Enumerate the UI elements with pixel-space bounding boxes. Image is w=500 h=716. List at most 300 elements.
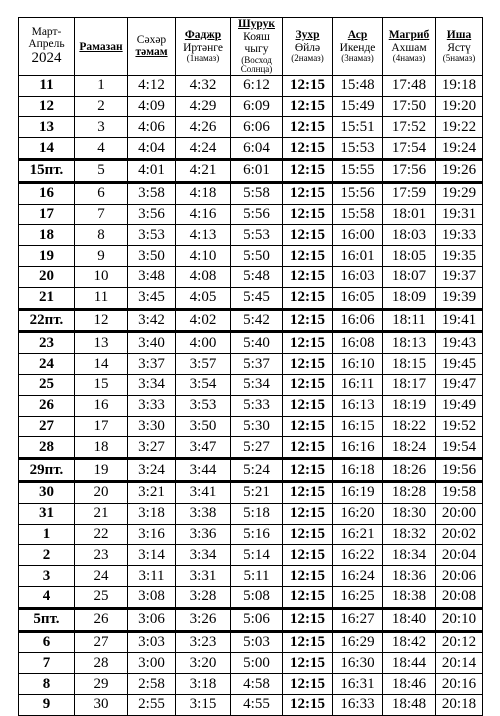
cell-shuruk: 6:06 (231, 117, 283, 138)
cell-day: 29пт. (19, 459, 75, 482)
cell-shuruk: 5:21 (231, 481, 283, 503)
cell-sahar: 3:45 (128, 287, 176, 309)
cell-asr: 15:53 (333, 138, 383, 160)
header-sahar (128, 18, 176, 76)
cell-asr: 16:31 (333, 674, 383, 695)
cell-shuruk: 5:00 (231, 653, 283, 674)
cell-isha: 19:24 (436, 138, 483, 160)
header-date-line2: Апрель (28, 38, 65, 51)
cell-asr: 16:21 (333, 524, 383, 545)
cell-asr: 16:11 (333, 374, 383, 395)
cell-day: 15пт. (19, 159, 75, 182)
cell-fajr: 4:16 (176, 204, 231, 225)
cell-zuhr: 12:15 (283, 182, 333, 204)
cell-ramazan: 7 (75, 204, 128, 225)
cell-day: 1 (19, 524, 75, 545)
cell-day: 12 (19, 96, 75, 117)
cell-zuhr: 12:15 (283, 246, 333, 267)
cell-sahar: 4:06 (128, 117, 176, 138)
cell-zuhr: 12:15 (283, 416, 333, 437)
cell-ramazan: 28 (75, 653, 128, 674)
cell-zuhr: 12:15 (283, 481, 333, 503)
header-maghrib-note: (4намаз) (392, 53, 426, 64)
header-isha-title: Иша (446, 29, 472, 42)
cell-sahar: 2:58 (128, 674, 176, 695)
cell-maghrib: 18:13 (383, 332, 436, 354)
cell-day: 19 (19, 246, 75, 267)
cell-ramazan: 15 (75, 374, 128, 395)
header-fajr-note: (1намаз) (186, 53, 220, 64)
header-row (19, 18, 483, 76)
cell-day: 27 (19, 416, 75, 437)
cell-shuruk: 6:04 (231, 138, 283, 160)
cell-day: 16 (19, 182, 75, 204)
cell-ramazan: 8 (75, 225, 128, 246)
cell-isha: 19:20 (436, 96, 483, 117)
cell-maghrib: 17:56 (383, 159, 436, 182)
header-isha-sub: Ястү (447, 41, 471, 54)
cell-asr: 16:15 (333, 416, 383, 437)
cell-fajr: 3:38 (176, 503, 231, 524)
cell-maghrib: 18:28 (383, 481, 436, 503)
table-row (19, 204, 483, 225)
table-row (19, 309, 483, 332)
cell-ramazan: 23 (75, 545, 128, 566)
cell-fajr: 3:47 (176, 437, 231, 459)
table-row (19, 566, 483, 587)
table-row (19, 332, 483, 354)
cell-fajr: 4:29 (176, 96, 231, 117)
cell-zuhr: 12:15 (283, 266, 333, 287)
cell-zuhr: 12:15 (283, 545, 333, 566)
cell-maghrib: 18:19 (383, 395, 436, 416)
cell-shuruk: 4:58 (231, 674, 283, 695)
header-shuruk-note2: Солнца) (240, 64, 273, 75)
cell-shuruk: 6:12 (231, 75, 283, 96)
cell-shuruk: 6:01 (231, 159, 283, 182)
cell-shuruk: 5:03 (231, 631, 283, 653)
cell-isha: 20:04 (436, 545, 483, 566)
cell-shuruk: 5:48 (231, 266, 283, 287)
cell-sahar: 2:55 (128, 694, 176, 715)
table-row (19, 246, 483, 267)
cell-zuhr: 12:15 (283, 674, 333, 695)
cell-ramazan: 19 (75, 459, 128, 482)
cell-shuruk: 5:27 (231, 437, 283, 459)
cell-shuruk: 5:50 (231, 246, 283, 267)
cell-shuruk: 5:58 (231, 182, 283, 204)
cell-zuhr: 12:15 (283, 354, 333, 375)
cell-zuhr: 12:15 (283, 586, 333, 608)
cell-sahar: 3:06 (128, 608, 176, 631)
cell-ramazan: 2 (75, 96, 128, 117)
cell-fajr: 4:05 (176, 287, 231, 309)
cell-shuruk: 5:08 (231, 586, 283, 608)
cell-maghrib: 18:46 (383, 674, 436, 695)
cell-day: 6 (19, 631, 75, 653)
header-date-year: 2024 (31, 50, 62, 67)
table-row (19, 545, 483, 566)
cell-sahar: 3:00 (128, 653, 176, 674)
header-zuhr-sub: Өйлә (294, 41, 321, 54)
cell-asr: 16:16 (333, 437, 383, 459)
cell-ramazan: 1 (75, 75, 128, 96)
cell-maghrib: 18:30 (383, 503, 436, 524)
cell-shuruk: 5:18 (231, 503, 283, 524)
cell-maghrib: 17:52 (383, 117, 436, 138)
header-zuhr-title: Зухр (295, 29, 320, 42)
cell-asr: 15:56 (333, 182, 383, 204)
cell-shuruk: 5:56 (231, 204, 283, 225)
cell-day: 14 (19, 138, 75, 160)
table-row (19, 117, 483, 138)
cell-day: 7 (19, 653, 75, 674)
header-date-line1: Март- (31, 26, 62, 39)
table-row (19, 374, 483, 395)
cell-fajr: 3:54 (176, 374, 231, 395)
cell-asr: 16:03 (333, 266, 383, 287)
cell-fajr: 3:18 (176, 674, 231, 695)
cell-maghrib: 18:38 (383, 586, 436, 608)
cell-zuhr: 12:15 (283, 332, 333, 354)
cell-isha: 19:18 (436, 75, 483, 96)
cell-isha: 19:37 (436, 266, 483, 287)
cell-asr: 16:22 (333, 545, 383, 566)
table-row (19, 608, 483, 631)
table-row (19, 182, 483, 204)
cell-zuhr: 12:15 (283, 159, 333, 182)
cell-ramazan: 27 (75, 631, 128, 653)
cell-fajr: 4:26 (176, 117, 231, 138)
cell-sahar: 4:09 (128, 96, 176, 117)
cell-ramazan: 5 (75, 159, 128, 182)
cell-isha: 20:14 (436, 653, 483, 674)
cell-asr: 16:29 (333, 631, 383, 653)
table-row (19, 354, 483, 375)
cell-isha: 20:10 (436, 608, 483, 631)
table-row (19, 694, 483, 715)
cell-ramazan: 3 (75, 117, 128, 138)
cell-sahar: 3:16 (128, 524, 176, 545)
cell-fajr: 3:15 (176, 694, 231, 715)
cell-fajr: 3:44 (176, 459, 231, 482)
cell-maghrib: 18:11 (383, 309, 436, 332)
cell-ramazan: 12 (75, 309, 128, 332)
cell-sahar: 3:34 (128, 374, 176, 395)
cell-isha: 19:49 (436, 395, 483, 416)
cell-day: 31 (19, 503, 75, 524)
cell-zuhr: 12:15 (283, 374, 333, 395)
header-sahar-sub: тәмам (135, 46, 168, 59)
header-zuhr (283, 18, 333, 76)
cell-isha: 19:45 (436, 354, 483, 375)
header-isha (436, 18, 483, 76)
cell-fajr: 3:41 (176, 481, 231, 503)
cell-day: 8 (19, 674, 75, 695)
cell-maghrib: 18:09 (383, 287, 436, 309)
cell-asr: 16:27 (333, 608, 383, 631)
header-sahar-title: Сәхәр (136, 33, 167, 46)
cell-sahar: 3:27 (128, 437, 176, 459)
cell-zuhr: 12:15 (283, 75, 333, 96)
cell-isha: 19:47 (436, 374, 483, 395)
cell-asr: 16:00 (333, 225, 383, 246)
header-shuruk-note: (Восход (241, 54, 272, 65)
cell-zuhr: 12:15 (283, 204, 333, 225)
cell-fajr: 3:28 (176, 586, 231, 608)
cell-isha: 20:00 (436, 503, 483, 524)
header-isha-note: (5намаз) (442, 53, 476, 64)
cell-ramazan: 25 (75, 586, 128, 608)
cell-ramazan: 14 (75, 354, 128, 375)
header-maghrib-title: Магриб (388, 29, 430, 42)
cell-zuhr: 12:15 (283, 225, 333, 246)
cell-fajr: 4:02 (176, 309, 231, 332)
cell-asr: 16:10 (333, 354, 383, 375)
cell-fajr: 4:21 (176, 159, 231, 182)
cell-maghrib: 18:36 (383, 566, 436, 587)
cell-sahar: 3:03 (128, 631, 176, 653)
cell-day: 5пт. (19, 608, 75, 631)
cell-maghrib: 18:34 (383, 545, 436, 566)
cell-maghrib: 18:48 (383, 694, 436, 715)
cell-day: 28 (19, 437, 75, 459)
cell-zuhr: 12:15 (283, 309, 333, 332)
cell-fajr: 4:10 (176, 246, 231, 267)
table-row (19, 481, 483, 503)
schedule-body (19, 75, 483, 715)
cell-asr: 16:08 (333, 332, 383, 354)
table-row (19, 459, 483, 482)
cell-asr: 16:18 (333, 459, 383, 482)
cell-fajr: 3:53 (176, 395, 231, 416)
cell-fajr: 4:24 (176, 138, 231, 160)
cell-ramazan: 22 (75, 524, 128, 545)
cell-fajr: 4:32 (176, 75, 231, 96)
cell-zuhr: 12:15 (283, 631, 333, 653)
cell-isha: 19:58 (436, 481, 483, 503)
cell-maghrib: 18:01 (383, 204, 436, 225)
cell-isha: 19:35 (436, 246, 483, 267)
cell-maghrib: 18:07 (383, 266, 436, 287)
cell-ramazan: 24 (75, 566, 128, 587)
cell-maghrib: 18:40 (383, 608, 436, 631)
cell-ramazan: 30 (75, 694, 128, 715)
cell-zuhr: 12:15 (283, 117, 333, 138)
cell-isha: 19:33 (436, 225, 483, 246)
cell-fajr: 3:26 (176, 608, 231, 631)
header-fajr (176, 18, 231, 76)
cell-ramazan: 16 (75, 395, 128, 416)
cell-isha: 19:39 (436, 287, 483, 309)
cell-ramazan: 11 (75, 287, 128, 309)
cell-zuhr: 12:15 (283, 503, 333, 524)
prayer-schedule-table (18, 17, 483, 716)
cell-day: 25 (19, 374, 75, 395)
cell-shuruk: 5:42 (231, 309, 283, 332)
cell-asr: 16:06 (333, 309, 383, 332)
cell-isha: 20:06 (436, 566, 483, 587)
cell-sahar: 3:42 (128, 309, 176, 332)
cell-isha: 19:26 (436, 159, 483, 182)
cell-ramazan: 18 (75, 437, 128, 459)
cell-isha: 20:18 (436, 694, 483, 715)
cell-sahar: 4:12 (128, 75, 176, 96)
cell-day: 3 (19, 566, 75, 587)
table-row (19, 586, 483, 608)
cell-sahar: 3:30 (128, 416, 176, 437)
cell-zuhr: 12:15 (283, 287, 333, 309)
cell-zuhr: 12:15 (283, 395, 333, 416)
cell-asr: 16:25 (333, 586, 383, 608)
header-maghrib-sub: Ахшам (391, 41, 427, 54)
cell-shuruk: 5:30 (231, 416, 283, 437)
cell-shuruk: 5:33 (231, 395, 283, 416)
cell-maghrib: 18:03 (383, 225, 436, 246)
table-row (19, 159, 483, 182)
cell-asr: 16:33 (333, 694, 383, 715)
cell-zuhr: 12:15 (283, 524, 333, 545)
cell-day: 21 (19, 287, 75, 309)
cell-ramazan: 10 (75, 266, 128, 287)
cell-sahar: 3:24 (128, 459, 176, 482)
cell-maghrib: 17:59 (383, 182, 436, 204)
cell-shuruk: 5:16 (231, 524, 283, 545)
cell-zuhr: 12:15 (283, 96, 333, 117)
cell-shuruk: 4:55 (231, 694, 283, 715)
table-row (19, 138, 483, 160)
cell-maghrib: 17:50 (383, 96, 436, 117)
header-fajr-title: Фаджр (184, 29, 222, 42)
cell-maghrib: 18:24 (383, 437, 436, 459)
cell-sahar: 3:53 (128, 225, 176, 246)
cell-asr: 16:20 (333, 503, 383, 524)
cell-day: 17 (19, 204, 75, 225)
cell-maghrib: 17:48 (383, 75, 436, 96)
cell-shuruk: 5:11 (231, 566, 283, 587)
cell-maghrib: 18:05 (383, 246, 436, 267)
cell-asr: 16:05 (333, 287, 383, 309)
cell-asr: 15:51 (333, 117, 383, 138)
cell-isha: 19:54 (436, 437, 483, 459)
header-asr-note: (3намаз) (341, 53, 374, 64)
cell-asr: 16:19 (333, 481, 383, 503)
header-asr-title: Аср (347, 29, 368, 42)
cell-fajr: 3:36 (176, 524, 231, 545)
cell-fajr: 4:00 (176, 332, 231, 354)
cell-asr: 15:55 (333, 159, 383, 182)
cell-shuruk: 5:06 (231, 608, 283, 631)
cell-day: 13 (19, 117, 75, 138)
cell-sahar: 3:56 (128, 204, 176, 225)
cell-sahar: 3:48 (128, 266, 176, 287)
cell-zuhr: 12:15 (283, 459, 333, 482)
cell-day: 23 (19, 332, 75, 354)
cell-day: 24 (19, 354, 75, 375)
cell-zuhr: 12:15 (283, 566, 333, 587)
cell-day: 22пт. (19, 309, 75, 332)
cell-shuruk: 5:14 (231, 545, 283, 566)
cell-asr: 15:49 (333, 96, 383, 117)
cell-day: 2 (19, 545, 75, 566)
cell-sahar: 4:04 (128, 138, 176, 160)
cell-day: 18 (19, 225, 75, 246)
cell-asr: 16:30 (333, 653, 383, 674)
cell-isha: 19:22 (436, 117, 483, 138)
cell-sahar: 3:33 (128, 395, 176, 416)
table-row (19, 416, 483, 437)
header-shuruk (231, 18, 283, 76)
cell-asr: 16:24 (333, 566, 383, 587)
cell-ramazan: 21 (75, 503, 128, 524)
cell-fajr: 3:31 (176, 566, 231, 587)
cell-shuruk: 5:45 (231, 287, 283, 309)
cell-isha: 20:02 (436, 524, 483, 545)
header-fajr-sub: Иртәнге (183, 41, 223, 54)
cell-ramazan: 20 (75, 481, 128, 503)
header-asr (333, 18, 383, 76)
cell-isha: 19:43 (436, 332, 483, 354)
header-zuhr-note: (2намаз) (291, 53, 324, 64)
table-row (19, 287, 483, 309)
cell-zuhr: 12:15 (283, 437, 333, 459)
cell-asr: 16:13 (333, 395, 383, 416)
cell-ramazan: 29 (75, 674, 128, 695)
cell-ramazan: 17 (75, 416, 128, 437)
cell-sahar: 3:18 (128, 503, 176, 524)
cell-zuhr: 12:15 (283, 694, 333, 715)
cell-day: 20 (19, 266, 75, 287)
cell-sahar: 3:40 (128, 332, 176, 354)
cell-shuruk: 5:37 (231, 354, 283, 375)
table-row (19, 96, 483, 117)
cell-isha: 20:12 (436, 631, 483, 653)
cell-zuhr: 12:15 (283, 608, 333, 631)
cell-isha: 20:08 (436, 586, 483, 608)
cell-sahar: 3:21 (128, 481, 176, 503)
header-ramazan-label: Рамазан (79, 41, 123, 54)
cell-fajr: 4:13 (176, 225, 231, 246)
cell-fajr: 4:18 (176, 182, 231, 204)
cell-shuruk: 5:40 (231, 332, 283, 354)
table-row (19, 503, 483, 524)
table-row (19, 395, 483, 416)
cell-sahar: 3:50 (128, 246, 176, 267)
cell-day: 9 (19, 694, 75, 715)
cell-ramazan: 6 (75, 182, 128, 204)
cell-fajr: 3:34 (176, 545, 231, 566)
cell-sahar: 3:11 (128, 566, 176, 587)
cell-isha: 19:41 (436, 309, 483, 332)
cell-maghrib: 18:42 (383, 631, 436, 653)
table-row (19, 437, 483, 459)
cell-maghrib: 17:54 (383, 138, 436, 160)
cell-day: 26 (19, 395, 75, 416)
table-row (19, 225, 483, 246)
cell-day: 11 (19, 75, 75, 96)
cell-isha: 19:56 (436, 459, 483, 482)
header-maghrib (383, 18, 436, 76)
header-ramazan (75, 18, 128, 76)
cell-maghrib: 18:17 (383, 374, 436, 395)
cell-ramazan: 9 (75, 246, 128, 267)
cell-sahar: 3:14 (128, 545, 176, 566)
cell-maghrib: 18:15 (383, 354, 436, 375)
cell-fajr: 3:57 (176, 354, 231, 375)
cell-sahar: 4:01 (128, 159, 176, 182)
cell-asr: 15:58 (333, 204, 383, 225)
cell-sahar: 3:08 (128, 586, 176, 608)
